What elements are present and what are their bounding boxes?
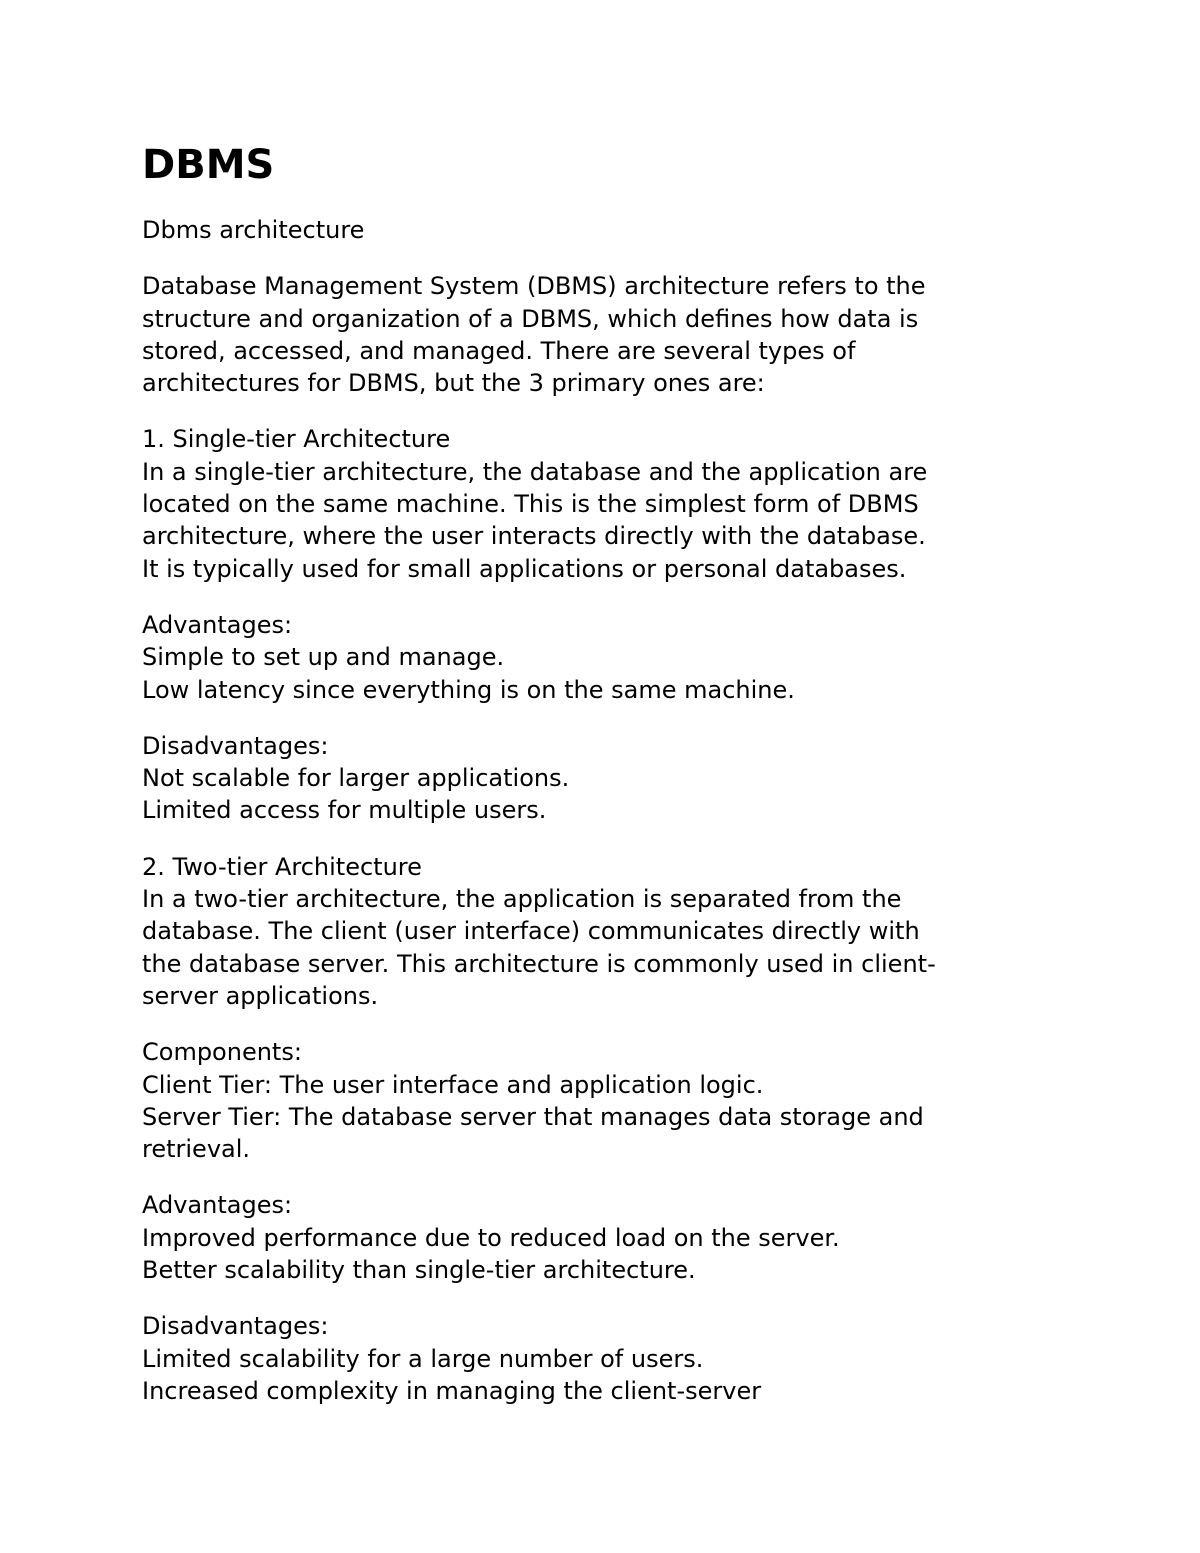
single-tier-section [142,423,1082,584]
two-tier-section [142,851,1082,1012]
single-tier-disadvantages [142,730,1082,827]
intro-line: architectures for DBMS, but the 3 primary ones are: [142,369,765,398]
advantage-item: Better scalability than single-tier architecture. [142,1256,696,1285]
two-tier-description-line: database. The client (user interface) communicates directly with [142,917,920,946]
two-tier-disadvantages [142,1310,1082,1407]
single-tier-description-line: In a single-tier architecture, the database and the application are [142,457,928,486]
two-tier-components [142,1036,1082,1165]
advantages-label: Advantages: [142,610,293,639]
intro-line: stored, accessed, and managed. There are several types of [142,336,856,365]
component-item: Client Tier: The user interface and application logic. [142,1070,764,1099]
single-tier-description-line: located on the same machine. This is the simplest form of DBMS [142,490,919,519]
disadvantage-item: Not scalable for larger applications. [142,764,570,793]
single-tier-heading: 1. Single-tier Architecture [142,425,451,454]
document-page [142,138,1082,1431]
advantages-label: Advantages: [142,1191,293,1220]
document-title: DBMS [142,142,275,188]
disadvantages-label: Disadvantages: [142,731,329,760]
single-tier-description-line: It is typically used for small applications or personal databases. [142,554,907,583]
component-item: retrieval. [142,1135,251,1164]
disadvantage-item: Limited access for multiple users. [142,796,547,825]
two-tier-description-line: server applications. [142,981,379,1010]
document-subtitle [142,214,1082,246]
component-item: Server Tier: The database server that manages data storage and [142,1102,924,1131]
subtitle-line: Dbms architecture [142,216,365,244]
disadvantages-label: Disadvantages: [142,1312,329,1341]
two-tier-description-line: the database server. This architecture is commonly used in client- [142,949,936,978]
advantage-item: Simple to set up and manage. [142,643,505,672]
disadvantage-item: Limited scalability for a large number of users. [142,1344,704,1373]
intro-paragraph [142,270,1082,399]
intro-line: Database Management System (DBMS) architecture refers to the [142,272,926,301]
disadvantage-item: Increased complexity in managing the client-server [142,1376,762,1405]
components-label: Components: [142,1038,302,1067]
advantage-item: Improved performance due to reduced load on the server. [142,1223,840,1252]
two-tier-heading: 2. Two-tier Architecture [142,852,422,881]
intro-line: structure and organization of a DBMS, which defines how data is [142,304,919,333]
two-tier-description-line: In a two-tier architecture, the application is separated from the [142,885,902,914]
advantage-item: Low latency since everything is on the same machine. [142,675,795,704]
single-tier-advantages [142,609,1082,706]
two-tier-advantages [142,1189,1082,1286]
single-tier-description-line: architecture, where the user interacts directly with the database. [142,522,926,551]
